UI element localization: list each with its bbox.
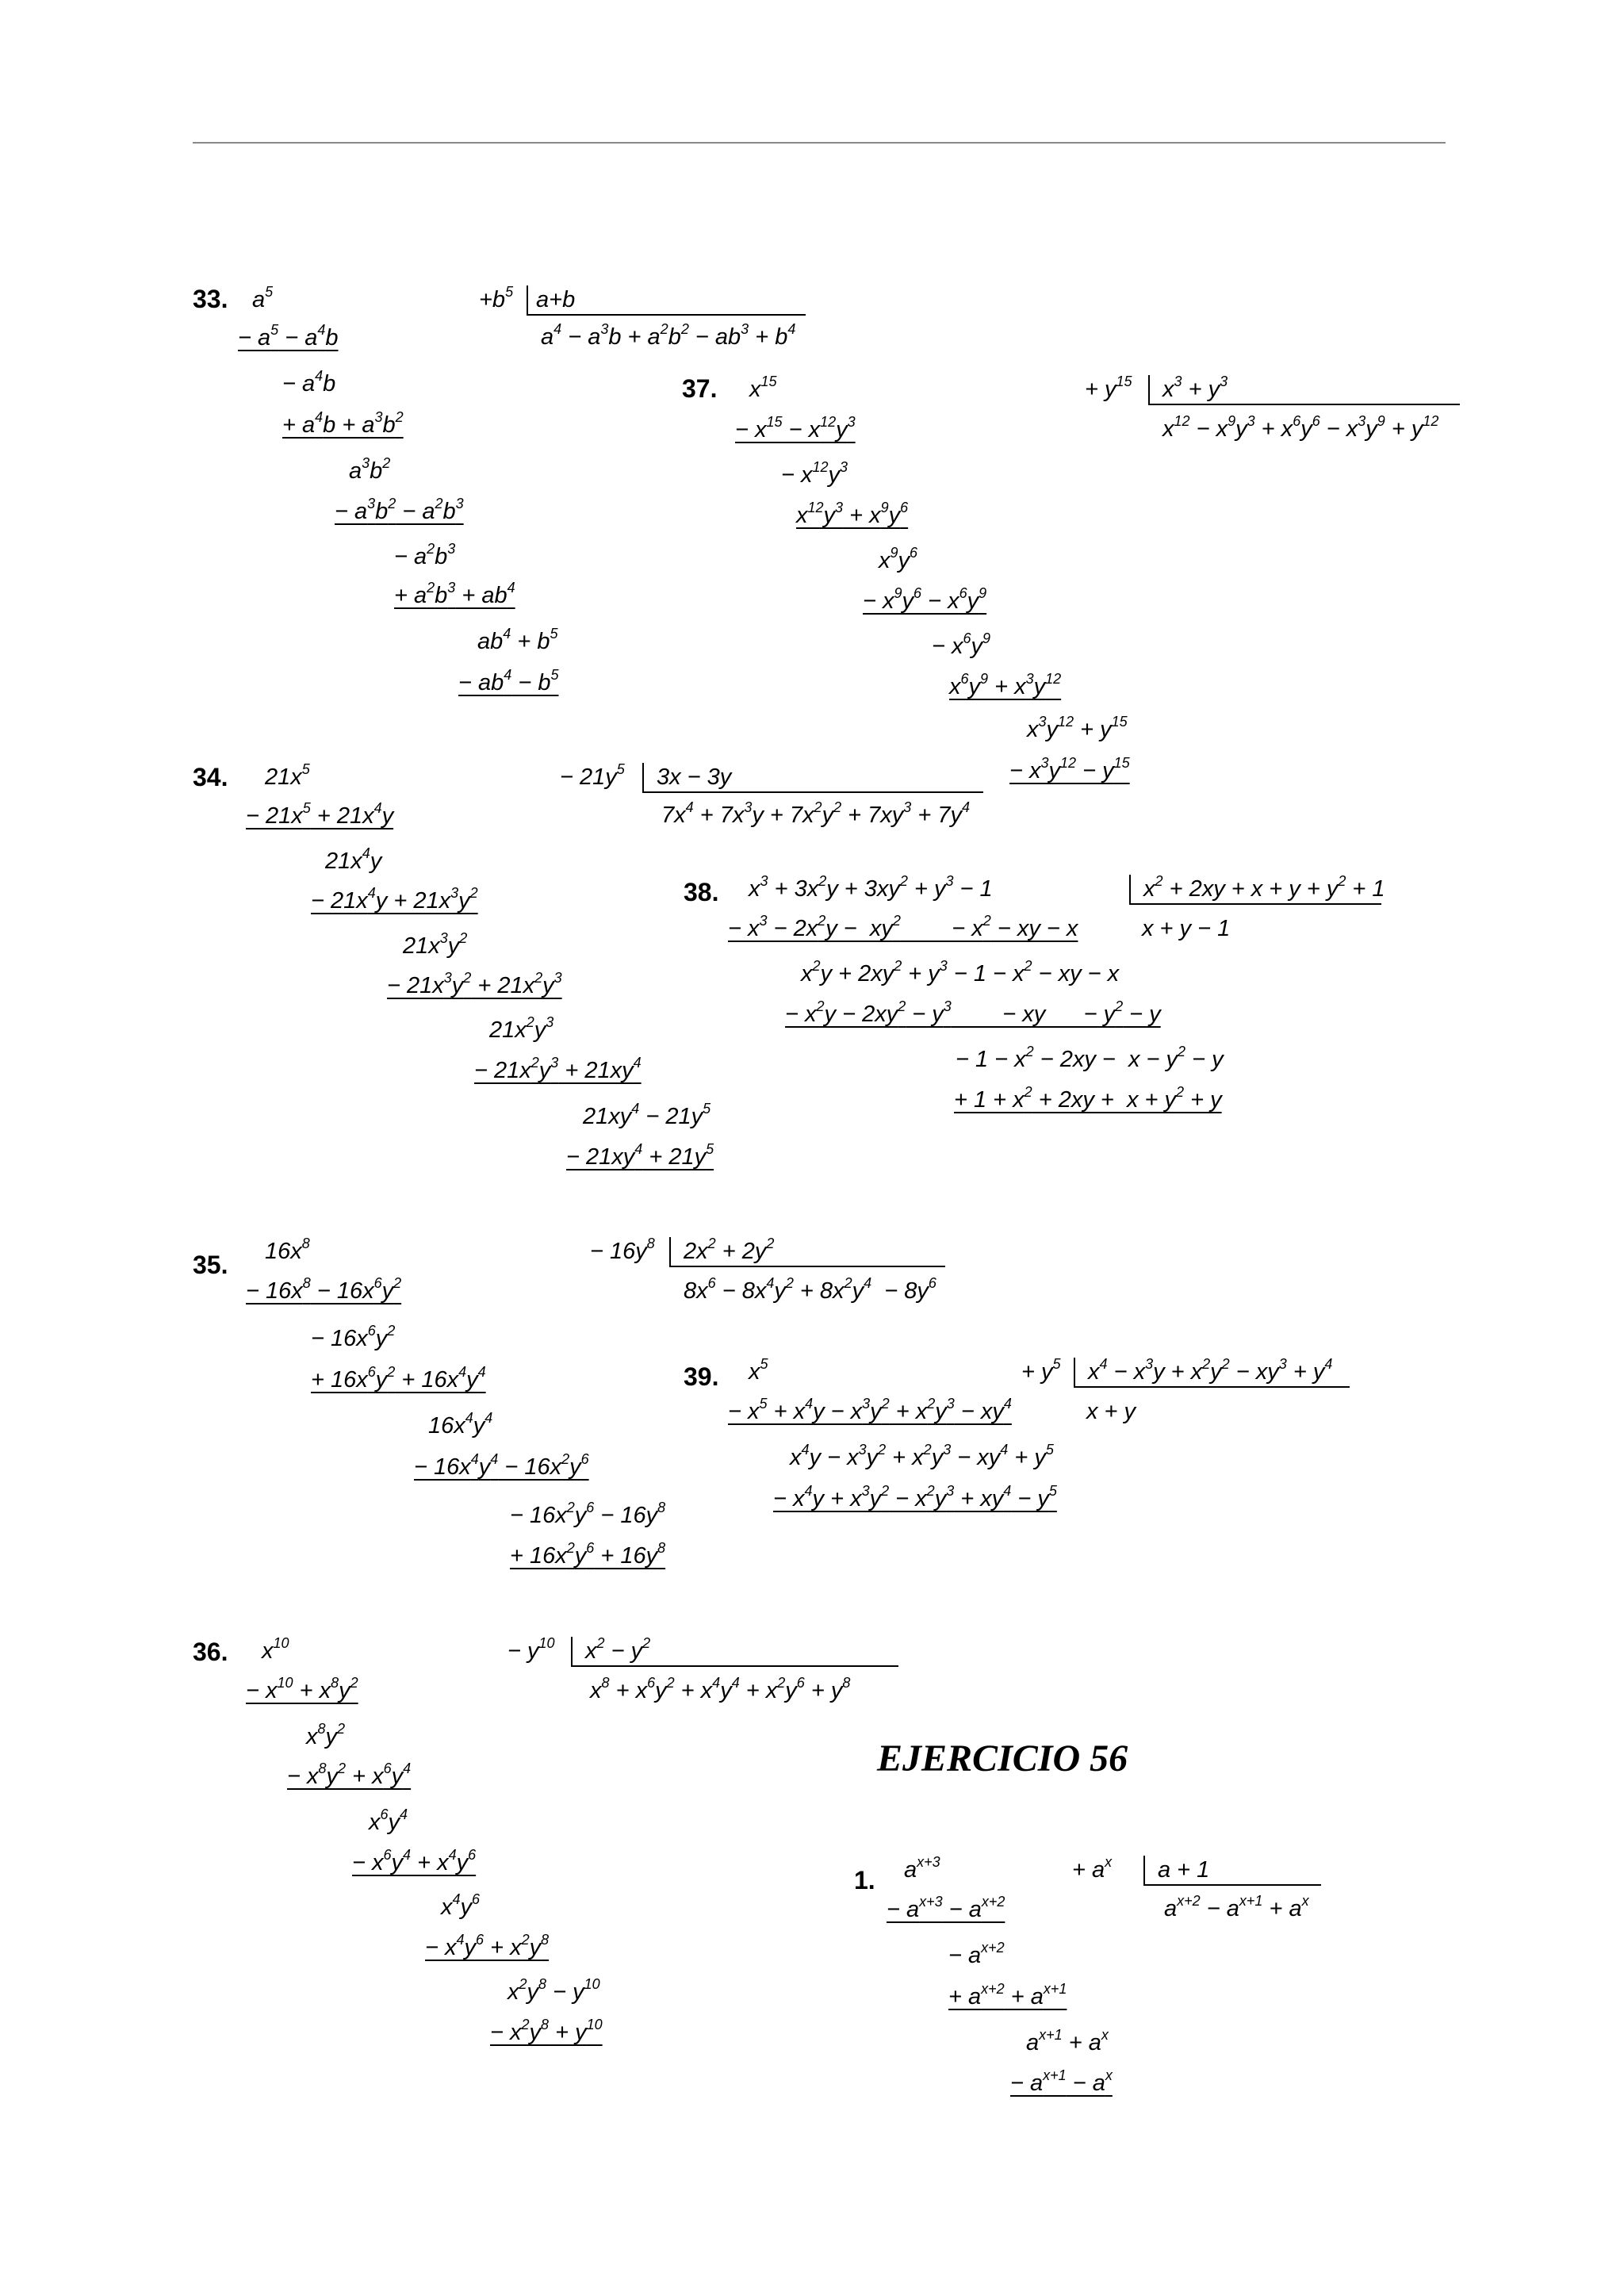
division-33-step: $a^3b^2$ — [349, 455, 391, 484]
division-1-dividend-head: $a^{x+3}$ — [904, 1854, 940, 1883]
top-rule — [193, 142, 1446, 144]
exercise-number-34: 34. — [193, 763, 228, 791]
exercise-number-1: 1. — [854, 1866, 875, 1894]
division-37-step: − $x^3y^{12} - y^{15}$ — [1009, 755, 1130, 783]
division-39-dividend-head: $x^5$ — [749, 1356, 768, 1385]
division-39-step: − $x^5 + x^4y - x^3y^2 + x^2y^3 - xy^4$ — [728, 1396, 1012, 1424]
exercise-number-35: 35. — [193, 1251, 228, 1279]
section-heading: EJERCICIO 56 — [877, 1737, 1128, 1780]
division-37-step: $x^{12}y^3 + x^9y^6$ — [796, 500, 909, 528]
division-37-step: $x^6y^9 + x^3y^{12}$ — [949, 671, 1062, 699]
division-36-step: − $x^{10} + x^8y^2$ — [246, 1675, 358, 1703]
division-35-step: − $16x^6y^2$ — [311, 1323, 396, 1351]
division-33-step: $ab^4 + b^5$ — [477, 626, 558, 654]
division-33-dividend-tail: $+b^5$ — [479, 284, 514, 312]
division-37-step: − $x^6y^9$ — [932, 630, 991, 659]
division-38-step: $x^2y + 2xy^2 + y^3 - 1 - x^2$ − xy − x — [801, 958, 1120, 987]
division-35-step: + $16x^2y^6 + 16y^8$ — [510, 1540, 666, 1569]
division-39-step: − $x^4y + x^3y^2 - x^2y^3 + xy^4 - y^5$ — [773, 1483, 1057, 1511]
division-34-step: − $21x^5 + 21x^4y$ — [246, 800, 394, 829]
division-1-step: − $a^{x+2}$ — [948, 1940, 1005, 1968]
division-34-step: $21x^2y^3$ — [489, 1014, 554, 1043]
division-36-step: − $x^2y^8 + y^{10}$ — [490, 2017, 603, 2045]
division-35-step: − $16x^8 - 16x^6y^2$ — [246, 1275, 402, 1304]
division-1-step: − $a^{x+1} - a^x$ — [1010, 2067, 1113, 2096]
division-36-dividend-tail: − $y^{10}$ — [508, 1635, 555, 1664]
division-38-divisor: $x^2 + 2xy + x + y + y^2 + 1$ — [1129, 875, 1381, 905]
division-36-step: $x^6y^4$ — [369, 1806, 408, 1835]
division-38-step: + $1 + x^2 + 2xy + x + y^2 + y$ — [954, 1084, 1222, 1113]
division-33-step: − $a^2b^3$ — [394, 541, 456, 569]
division-37-dividend-tail: + $y^{15}$ — [1085, 374, 1132, 402]
division-1-quotient: $a^{x+2} - a^{x+1} + a^x$ — [1164, 1893, 1309, 1921]
division-36-step: − $x^4y^6 + x^2y^8$ — [425, 1932, 550, 1960]
exercise-number-33: 33. — [193, 285, 228, 313]
division-33-quotient: $a^4 - a^3b + a^2b^2 - ab^3 + b^4$ — [541, 321, 796, 350]
division-34-step: − $21xy^4 + 21y^5$ — [566, 1141, 714, 1170]
division-33-step: − $a^3b^2 - a^2b^3$ — [335, 496, 464, 524]
division-38-step: − $x^2y - 2xy^2 - y^3$ − xy − $y^2 - y$ — [785, 998, 1161, 1027]
division-37-dividend-head: $x^{15}$ — [749, 374, 777, 402]
division-34-step: $21xy^4 - 21y^5$ — [583, 1101, 711, 1129]
division-38-step: − $1 - x^2 - 2xy - x - y^2 - y$ — [956, 1044, 1224, 1072]
division-1-step: $a^{x+1} + a^x$ — [1026, 2027, 1109, 2055]
division-36-dividend-head: $x^{10}$ — [262, 1635, 289, 1664]
exercise-number-39: 39. — [684, 1362, 719, 1391]
division-36-quotient: $x^8 + x^6y^2 + x^4y^4 + x^2y^6 + y^8$ — [590, 1675, 851, 1703]
division-33-step: + $a^2b^3 + ab^4$ — [394, 580, 515, 608]
division-33-dividend-head: $a^5$ — [252, 284, 274, 312]
division-36-step: − $x^8y^2 + x^6y^4$ — [287, 1760, 412, 1789]
division-34-step: $21x^3y^2$ — [403, 930, 468, 959]
division-34-step: − $21x^3y^2 + 21x^2y^3$ — [387, 970, 562, 998]
division-35-step: $16x^4y^4$ — [428, 1410, 493, 1439]
division-35-step: − $16x^4y^4 - 16x^2y^6$ — [414, 1451, 589, 1480]
division-1-dividend-tail: + $a^x$ — [1072, 1854, 1113, 1883]
division-35-dividend-tail: − $16y^8$ — [590, 1236, 655, 1264]
division-39-step: $x^4y - x^3y^2 + x^2y^3 - xy^4 + y^5$ — [790, 1442, 1054, 1470]
division-38-dividend: $x^3 + 3x^2y + 3xy^2 + y^3 - 1$ — [749, 873, 993, 902]
division-34-step: − $21x^2y^3 + 21xy^4$ — [474, 1055, 642, 1083]
division-37-step: $x^3y^{12} + y^{15}$ — [1027, 714, 1128, 742]
division-35-step: − $16x^2y^6 - 16y^8$ — [510, 1500, 666, 1528]
division-34-divisor: 3x − 3y — [642, 763, 983, 793]
division-34-dividend-tail: − $21y^5$ — [560, 761, 625, 790]
division-39-quotient: x + y — [1086, 1399, 1136, 1424]
division-37-divisor: $x^3 + y^3$ — [1148, 375, 1460, 405]
division-39-dividend-tail: + $y^5$ — [1021, 1356, 1061, 1385]
division-37-step: − $x^{15} - x^{12}y^3$ — [735, 414, 856, 442]
exercise-number-36: 36. — [193, 1638, 228, 1666]
division-34-quotient: $7x^4 + 7x^3y + 7x^2y^2 + 7xy^3 + 7y^4$ — [661, 799, 970, 828]
division-34-step: $21x^4y$ — [325, 845, 382, 874]
division-33-step: − $a^4b$ — [282, 368, 336, 397]
division-35-divisor: $2x^2 + 2y^2$ — [669, 1237, 945, 1267]
division-1-step: + $a^{x+2} + a^{x+1}$ — [948, 1981, 1067, 2009]
exercise-number-38: 38. — [684, 878, 719, 906]
division-34-step: − $21x^4y + 21x^3y^2$ — [311, 885, 478, 914]
division-35-dividend-head: $16x^8$ — [265, 1236, 310, 1264]
division-37-step: − $x^9y^6 - x^6y^9$ — [863, 585, 987, 614]
division-37-quotient: $x^{12} - x^9y^3 + x^6y^6 - x^3y^9 + y^{12}$ — [1162, 413, 1439, 442]
division-36-step: $x^8y^2$ — [306, 1721, 346, 1749]
division-1-divisor: a + 1 — [1143, 1856, 1321, 1886]
division-33-step: + $a^4b + a^3b^2$ — [282, 409, 404, 438]
division-1-step: − $a^{x+3} - a^{x+2}$ — [887, 1894, 1005, 1922]
division-36-step: $x^2y^8 - y^{10}$ — [508, 1976, 600, 2005]
division-38-quotient: x + y − 1 — [1142, 916, 1231, 941]
division-35-quotient: $8x^6 - 8x^4y^2 + 8x^2y^4 - 8y^6$ — [684, 1275, 936, 1304]
division-39-divisor: $x^4 - x^3y + x^2y^2 - xy^3 + y^4$ — [1074, 1358, 1350, 1388]
division-37-step: − $x^{12}y^3$ — [781, 459, 848, 488]
division-37-step: $x^9y^6$ — [879, 545, 918, 573]
division-33-step: − $ab^4 - b^5$ — [458, 667, 559, 695]
division-36-step: − $x^6y^4 + x^4y^6$ — [352, 1847, 477, 1875]
division-35-step: + $16x^6y^2 + 16x^4y^4$ — [311, 1364, 486, 1393]
division-36-step: $x^4y^6$ — [441, 1891, 481, 1920]
division-34-dividend-head: $21x^5$ — [265, 761, 310, 790]
division-33-divisor: a+b — [527, 285, 806, 316]
division-38-step: − $x^3 - 2x^2y - xy^2$ − $x^2$ − xy − x — [728, 913, 1078, 941]
division-36-divisor: $x^2 - y^2$ — [571, 1637, 898, 1667]
exercise-number-37: 37. — [682, 374, 718, 403]
division-33-step: − $a^5 - a^4b$ — [238, 322, 339, 351]
